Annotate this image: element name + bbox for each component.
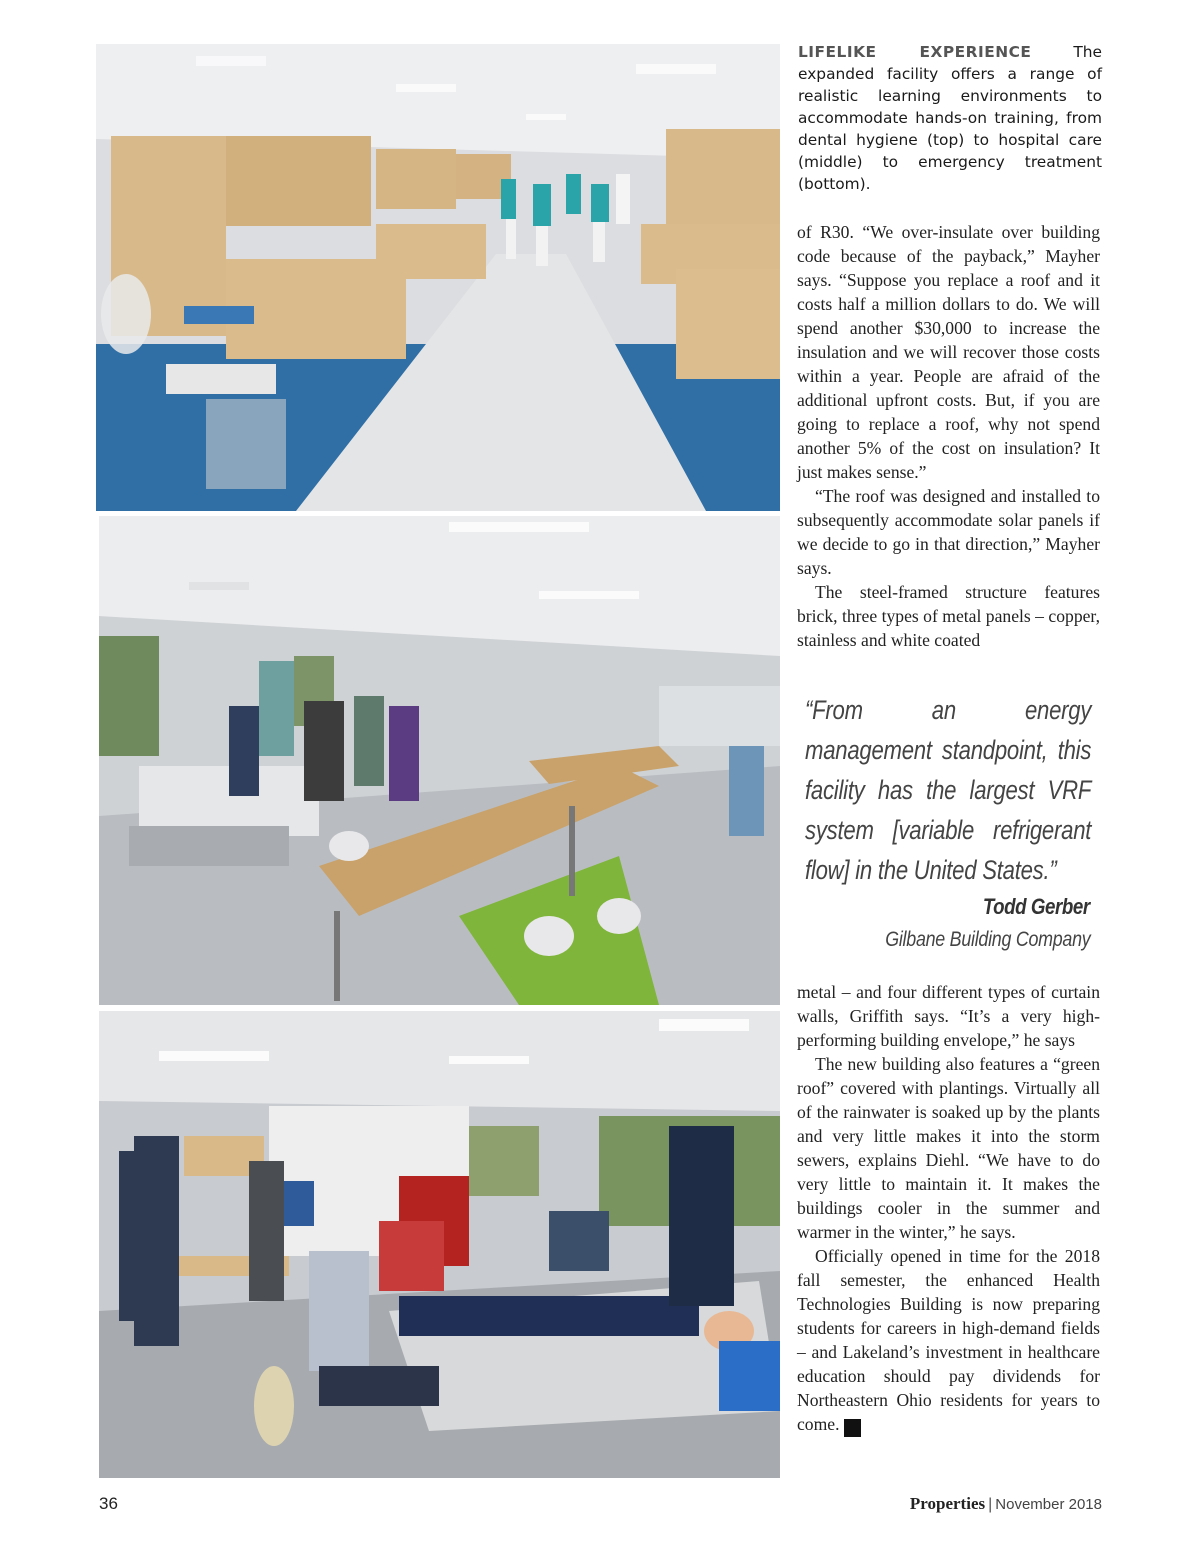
end-of-article-mark: P [844,1419,861,1437]
pull-quote-attribution-name: Todd Gerber [983,894,1090,919]
article-column-upper [797,220,1100,652]
article-paragraph: of R30. “We over-insulate over building code because of the payback,” Mayher says. “Suppose you replace a roof and it costs half a million dollars to do. We will spend another $30,000 to increase the insulation and we will recover those costs within a year. People are afraid of the additional upfront costs. But, if you are going to replace a roof, why not spend another 5% of the cost on insulation? It just makes sense.” [797,222,1100,482]
magazine-name: Properties [909,1494,986,1513]
caption-lead: LIFELIKE EXPERIENCE [798,43,1032,61]
article-paragraph-final [797,1244,1100,1437]
issue-date: November 2018 [995,1496,1102,1513]
pull-quote-attribution-company: Gilbane Building Company [884,928,1090,951]
pull-quote: “From an energy management standpoint, this facility has the largest VRF system [variable refrigerant flow] in the United States.” [805,695,1092,885]
page-number: 36 [99,1494,118,1513]
photo-emergency-treatment [99,1011,780,1478]
article-paragraph: The steel-framed structure features brick, three types of metal panels – copper, stainless and white coated [797,582,1100,650]
article-paragraph: “The roof was designed and installed to subsequently accommodate solar panels if we decide to go in that direction,” Mayher says. [797,486,1100,578]
footer-separator: | [988,1496,993,1513]
footer-masthead [910,1494,1102,1514]
photo-dental-clinic [96,44,780,511]
photo-hospital-care [99,516,780,1005]
article-paragraph-text: Officially opened in time for the 2018 fall semester, the enhanced Health Technologies Building is now preparing students for careers in high-demand fields – and Lakeland’s investment in healthcare education should pay dividends for Northeastern Ohio residents for years to come. [797,1246,1100,1434]
photo-caption [798,41,1102,195]
caption-text: The expanded facility offers a range of realistic learning environments to accommodate hands-on training, from dental hygiene (top) to hospital care (middle) to emergency treatment (bottom). [798,43,1102,193]
article-column-lower [797,980,1100,1437]
article-paragraph: The new building also features a “green roof” covered with plantings. Virtually all of the rainwater is soaked up by the plants and very little makes it into the storm sewers, explains Diehl. “We have to do very little to maintain it. It makes the buildings cooler in the summer and warmer in the winter,” he says. [797,1054,1100,1242]
article-paragraph: metal – and four different types of curtain walls, Griffith says. “It’s a very high-performing building envelope,” he says [797,982,1100,1050]
